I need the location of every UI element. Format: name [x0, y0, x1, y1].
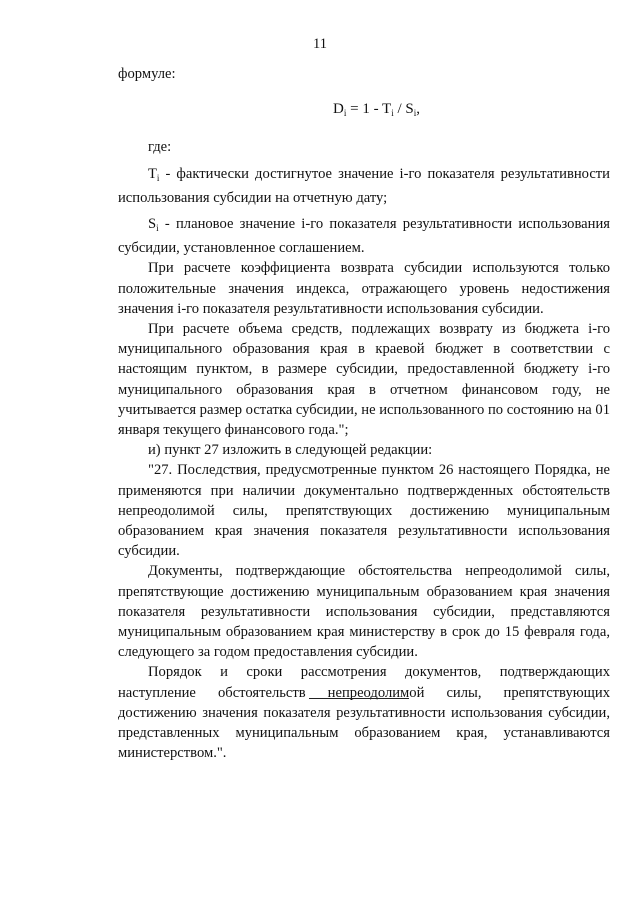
where-block — [118, 137, 610, 157]
definition-s — [118, 214, 610, 258]
paragraph: Порядок и сроки рассмотрения документов, подтверждающих наступление обстоятельств непреодолимой силы, препятствующих достижению значения показателя результативности использования субсидии, представленных муниципальным образованием края, устанавливаются министерством.". — [118, 664, 610, 762]
paragraph: При расчете коэффициента возврата субсидии используются только положительные значения индекса, отражающего уровень недостижения значения i-го показателя результативности использования субсидии. — [118, 260, 610, 317]
definition-s-symbol: S — [148, 216, 157, 232]
formula-lhs-sub: i — [343, 108, 347, 118]
definition-t-symbol: T — [148, 166, 157, 182]
main-text-block — [118, 214, 610, 763]
definition-s-sub: i — [156, 223, 159, 233]
formula-tail: , — [416, 101, 421, 117]
definition-t — [118, 164, 610, 208]
page-number: 11 — [313, 36, 327, 52]
formula-div: / S — [393, 101, 414, 117]
formula-lhs: D — [333, 101, 344, 117]
definition-s-text: - плановое значение i-го показателя результативности использования субсидии, установленное соглашением. — [118, 216, 610, 257]
paragraph: и) пункт 27 изложить в следующей редакции: — [148, 442, 433, 459]
definition-t-sub: i — [156, 173, 160, 183]
paragraph: При расчете объема средств, подлежащих возврату из бюджета i-го муниципального образования края в краевой бюджет в соответствии с настоящим пунктом, в размере субсидии, предоставленной бюджету i-го муниципального образования края в отчетном финансовом году, не учитывается размер остатка субсидии, не использованного по состоянию на 01 января текущего финансового года."; — [118, 321, 610, 439]
definition-t-block — [118, 164, 610, 208]
where-text: где: — [148, 139, 172, 155]
formula-middle: = 1 - T — [346, 101, 392, 117]
lead-text: формуле: — [118, 66, 176, 82]
lead-text-block — [118, 64, 610, 84]
formula — [333, 101, 420, 118]
formula-div-sub: i — [413, 108, 417, 118]
formula-middle-sub: i — [391, 108, 394, 118]
paragraph: Документы, подтверждающие обстоятельства непреодолимой силы, препятствующие достижению муниципальным образованием края значения показателя результативности использования субсидии, представляются муниципальным образованием края министерству в срок до 15 февраля года, следующего за годом предоставления субсидии. — [118, 563, 610, 661]
closing-rule — [309, 698, 409, 699]
definition-t-text: - фактически достигнутое значение i-го показателя результативности использования субсидии на отчетную дату; — [118, 166, 610, 207]
paragraph: "27. Последствия, предусмотренные пунктом 26 настоящего Порядка, не применяются при наличии документально подтвержденных обстоятельств непреодолимой силы, препятствующих достижению муниципальным образованием края значения показателя результативности использования субсидии. — [118, 462, 610, 560]
